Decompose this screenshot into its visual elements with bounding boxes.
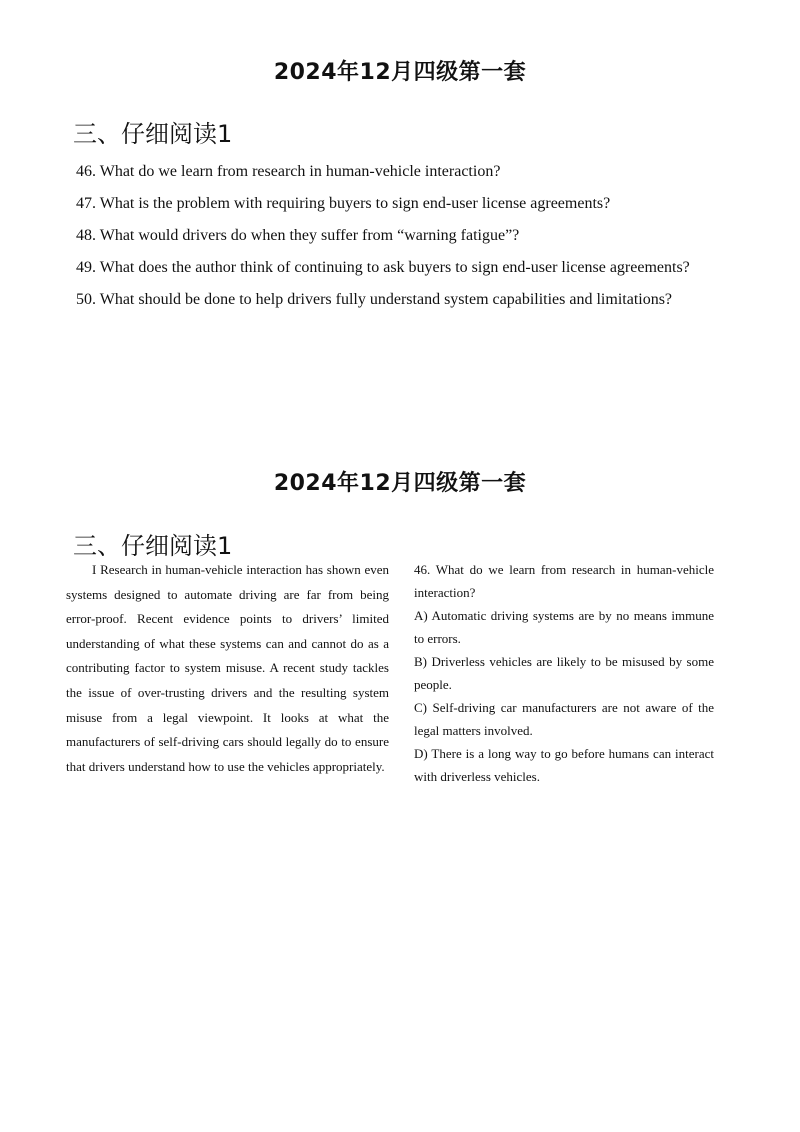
section-heading-second: 三、仔细阅读1 bbox=[73, 532, 233, 560]
passage-paragraph: I Research in human-vehicle interaction has shown even systems designed to automate driving are far from being error-proof. Recent evidence points to drivers’ limited understanding of what these systems can and cannot do as a contributing factor to system misuse. A recent study tackles the issue of over-trusting drivers and the resulting system misuse from a legal viewpoint. It looks at what the manufacturers of self-driving cars should legally do to ensure that drivers understand how to use the vehicles appropriately. bbox=[66, 562, 389, 774]
question-item: 50. What should be done to help drivers fully understand system capabilities and limitations? bbox=[76, 291, 673, 308]
section-heading: 三、仔细阅读1 bbox=[73, 120, 233, 148]
page-title-second: 2024年12月四级第一套 bbox=[273, 471, 527, 496]
answer-option: A) Automatic driving systems are by no means immune to errors. bbox=[414, 608, 714, 646]
answer-option: D) There is a long way to go before humans can interact with driverless vehicles. bbox=[414, 746, 714, 784]
page-title: 2024年12月四级第一套 bbox=[273, 60, 527, 85]
reading-passage bbox=[66, 558, 389, 779]
question-item: 46. What do we learn from research in human-vehicle interaction? bbox=[76, 163, 501, 180]
question-item: 48. What would drivers do when they suffer from “warning fatigue”? bbox=[76, 227, 520, 244]
question-item: 49. What does the author think of continuing to ask buyers to sign end-user license agreements? bbox=[76, 259, 690, 276]
question-list bbox=[76, 156, 711, 316]
answer-option: B) Driverless vehicles are likely to be misused by some people. bbox=[414, 654, 714, 692]
question-options-block bbox=[414, 558, 714, 788]
question-item: 47. What is the problem with requiring buyers to sign end-user license agreements? bbox=[76, 195, 611, 212]
answer-option: C) Self-driving car manufacturers are not aware of the legal matters involved. bbox=[414, 700, 714, 738]
question-stem: 46. What do we learn from research in human-vehicle interaction? bbox=[414, 562, 714, 600]
